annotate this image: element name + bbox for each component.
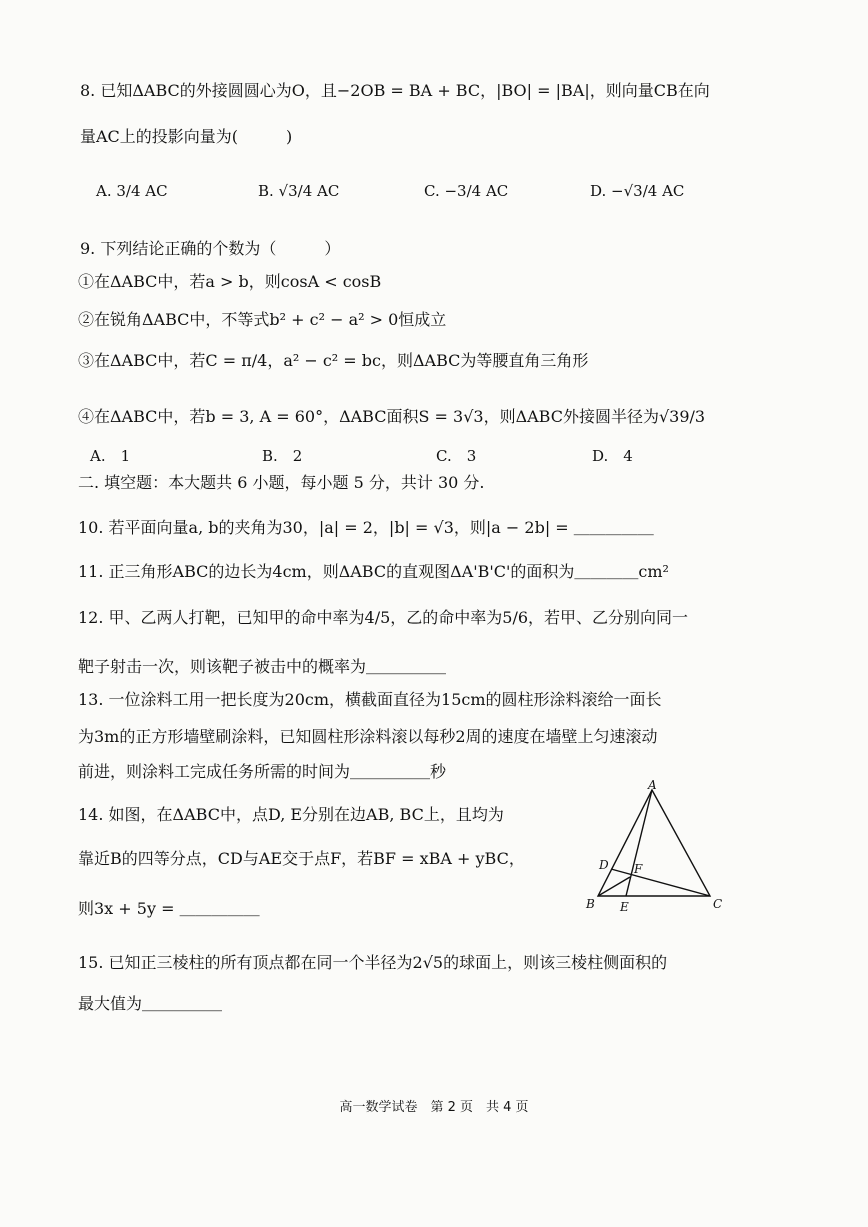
q9-title: 9. 下列结论正确的个数为（ ） (80, 239, 341, 258)
label-b: B (586, 897, 595, 911)
q9-option-b[interactable]: B. 2 (262, 447, 303, 465)
q8-option-c[interactable]: C. −3/4 AC (424, 182, 509, 200)
q8-option-d[interactable]: D. −√3/4 AC (590, 182, 685, 200)
label-d: D (599, 858, 609, 872)
q13-line3: 前进，则涂料工完成任务所需的时间为＿＿＿＿＿秒 (78, 762, 447, 781)
q14-triangle-figure (582, 780, 732, 915)
q11: 11. 正三角形ABC的边长为4cm，则ΔABC的直观图ΔA'B'C'的面积为＿＿＿＿cm² (78, 562, 669, 581)
q8-option-a[interactable]: A. 3/4 AC (96, 182, 168, 200)
label-a: A (648, 780, 657, 792)
label-e: E (620, 900, 629, 914)
label-c: C (713, 897, 723, 911)
q12-line1: 12. 甲、乙两人打靶，已知甲的命中率为4/5，乙的命中率为5/6，若甲、乙分别向同一 (78, 608, 689, 627)
q9-option-a[interactable]: A. 1 (90, 447, 131, 465)
q15-line2: 最大值为＿＿＿＿＿ (78, 994, 223, 1013)
q10: 10. 若平面向量a, b的夹角为30，|a| = 2，|b| = √3，则|a − 2b| = ＿＿＿＿＿ (78, 518, 654, 537)
q8-line2-text: 量AC上的投影向量为( ) (80, 127, 293, 146)
q14-line2: 靠近B的四等分点，CD与AE交于点F，若BF = xBA + yBC， (78, 849, 525, 868)
q9-statement-1: ①在ΔABC中，若a > b，则cosA < cosB (78, 272, 382, 291)
q8-line2 (80, 126, 292, 148)
q13-line2: 为3m的正方形墙壁刷涂料，已知圆柱形涂料滚以每秒2周的速度在墙壁上匀速滚动 (78, 727, 658, 746)
q9-statement-4: ④在ΔABC中，若b = 3, A = 60°，ΔABC面积S = 3√3，则ΔABC外接圆半径为√39/3 (78, 407, 706, 426)
segment-ae (626, 790, 652, 896)
q15-line1: 15. 已知正三棱柱的所有顶点都在同一个半径为2√5的球面上，则该三棱柱侧面积的 (78, 953, 668, 972)
q14-line3: 则3x + 5y = ＿＿＿＿＿ (78, 899, 260, 918)
q8-line1 (80, 80, 710, 102)
label-f: F (634, 862, 643, 876)
q9-option-d[interactable]: D. 4 (592, 447, 633, 465)
q12-line2: 靶子射击一次，则该靶子被击中的概率为＿＿＿＿＿ (78, 657, 447, 676)
q13-line1: 13. 一位涂料工用一把长度为20cm，横截面直径为15cm的圆柱形涂料滚给一面长 (78, 690, 662, 709)
q8-line1-text: 8. 已知ΔABC的外接圆圆心为O，且−2OB = BA + BC，|BO| = |BA|，则向量CB在向 (80, 81, 710, 100)
q8-option-b[interactable]: B. √3/4 AC (258, 182, 340, 200)
segment-cd (611, 869, 710, 896)
section-fill-in-heading: 二. 填空题：本大题共 6 小题，每小题 5 分，共计 30 分. (78, 473, 485, 492)
q9-statement-3: ③在ΔABC中，若C = π/4，a² − c² = bc，则ΔABC为等腰直角三角形 (78, 351, 589, 370)
q9-option-c[interactable]: C. 3 (436, 447, 477, 465)
page-footer: 高一数学试卷 第 2 页 共 4 页 (339, 1100, 529, 1115)
q14-line1: 14. 如图，在ΔABC中，点D, E分别在边AB, BC上，且均为 (78, 805, 504, 824)
q9-statement-2: ②在锐角ΔABC中，不等式b² + c² − a² > 0恒成立 (78, 310, 447, 329)
